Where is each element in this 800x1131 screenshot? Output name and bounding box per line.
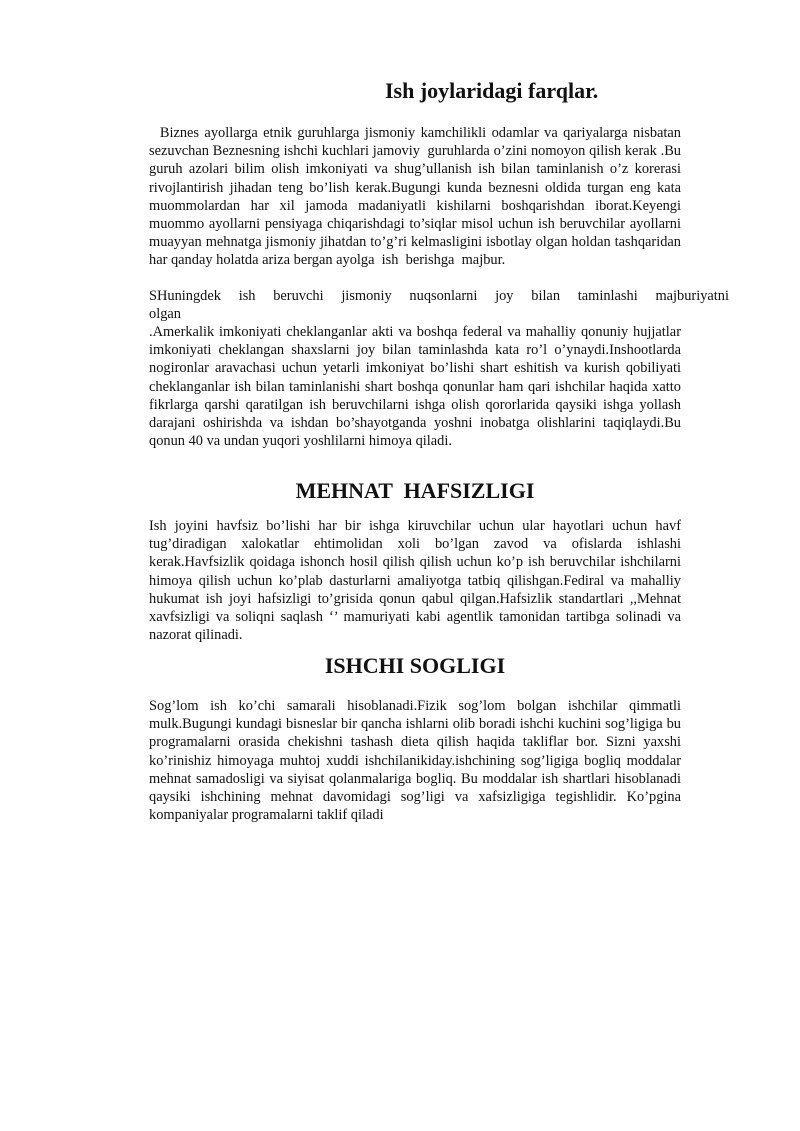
paragraph-disability-line-end: olgan bbox=[149, 306, 181, 322]
paragraph-worker-health: Sog’lom ish ko’chi samarali hisoblanadi.Fizik sog’lom bolgan ishchilar qimmatli mulk.Bugungi kundagi bisneslar bir qancha ishlarni olib boradi ishchi kuchini sog’ligiga bu programalarni orasida chekishni tashash dieta qilish haqida takliflar bor. Sizni yaxshi ko’rinishiz himoyaga muhtoj xuddi ishchilanikiday.ishchining sog’ligiga bogliq moddalar mehnat samadosligi va siyisat qolanmalariga bogliq. Bu moddalar ish shartlari hisoblanadi qaysiki ishchining mehnat davomidagi sog’ligi va xafsizligiga tegishlidir. Ko’pgina kompaniyalar programalarni taklif qiladi bbox=[149, 698, 681, 824]
paragraph-work-safety: Ish joyini havfsiz bo’lishi har bir ishga kiruvchilar uchun ular hayotlari uchun havf tug’diradigan xalokatlar ehtimolidan xoli bo’lgan zavod va ofislarda ishlashi kerak.Havfsizlik qoidaga ishonch hosil qilish qilish uchun ko’p ish beruvchilar ishchilarni himoya qilish uchun ko’plab dasturlarni amaliyotga tatbiq qilishgan.Fediral va mahalliy hukumat ish joyi hafsizligi to’grisida qonun qabul qilgan.Hafsizlik standartlari ,,Mehnat xavfsizligi va soliqni saqlash ‘’ mamuriyati kabi agentlik tamonidan tartibga solinadi va nazorat qilinadi. bbox=[149, 518, 681, 644]
paragraph-business-groups: Biznes ayollarga etnik guruhlarga jismoniy kamchilikli odamlar va qariyalarga nisbatan sezuvchan Beznesning ishchi kuchlari jamoviy guruhlarda o’zini nomoyon qilish kerak .Bu guruh azolari bilim olish imkoniyati va shug’ullanish ish bilan taminlanish o’z korerasi rivojlantirish jihadan teng bo’lish kerak.Bugungi kunda beznesni oldida turgan eng kata muommolardan har xil jamoda madaniyatli kishilarni boshqarishdan iborat.Keyengi muommo ayollarni pensiyaga chiqarishdagi to’siqlar misol uchun ish beruvchilar ayollarni muayyan mehnatga jismoniy jihatdan to’g’ri kelmasligini isbotlay olgan holdan tashqaridan har qanday holatda ariza bergan ayolga ish berishga majbur. bbox=[149, 125, 685, 269]
paragraph-disability-line: SHuningdek ish beruvchi jismoniy nuqsonlarni joy bilan taminlashi majburiyatni bbox=[149, 288, 729, 304]
heading-work-safety: MEHNAT HAFSIZLIGI bbox=[295, 478, 535, 503]
heading-worker-health: ISHCHI SOGLIGI bbox=[324, 653, 506, 678]
document-title: Ish joylaridagi farqlar. bbox=[385, 78, 599, 103]
paragraph-disability-laws: .Amerkalik imkoniyati cheklanganlar akti va boshqa federal va mahalliy qonuniy hujjatlar imkoniyati cheklangan shaxslarni joy bilan taminlashda kata ro’l o’ynaydi.Inshootlarda nogironlar aravachasi uchun yetarli imkoniyat bo’lishi shart eshitish va kurish qobiliyati cheklanganlar ish bilan taminlanishi shart boshqa qonunlar ham qari ishchilar haqida xatto fikrlarga qarshi qaratilgan ish beruvchilarni ishga olish qororlarida qaysiki ishga yollash darajani oshirishda va ishdan bo’shayotganda yoshni inobatga olishlarini taqiqlaydi.Bu qonun 40 va undan yuqori yoshlilarni himoya qiladi. bbox=[149, 324, 681, 450]
